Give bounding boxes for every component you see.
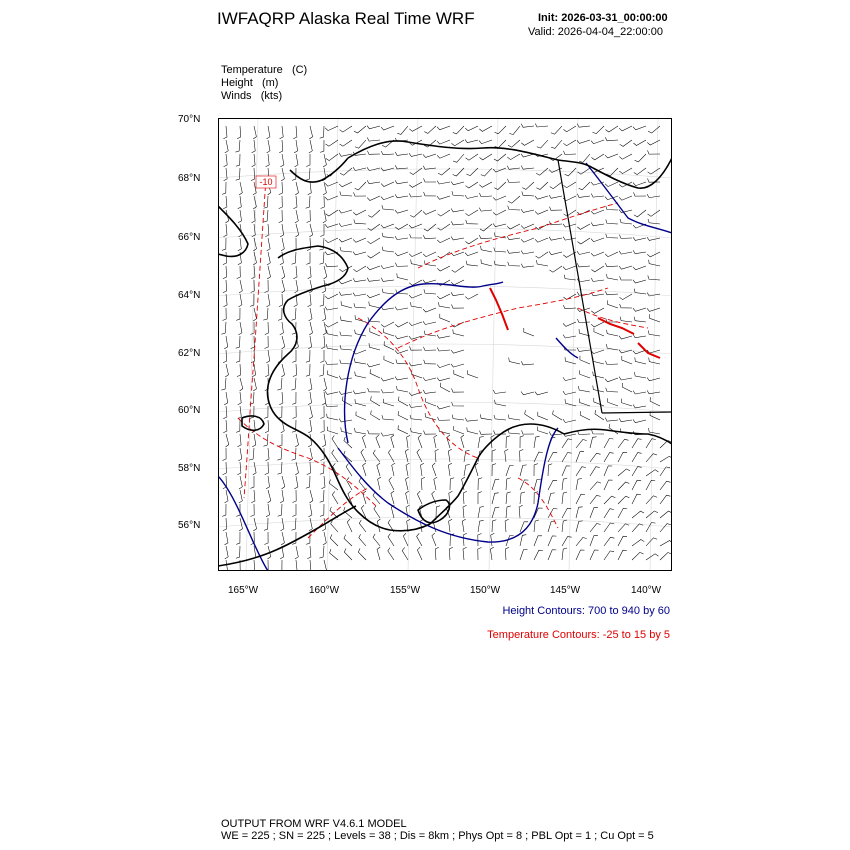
contour-label: -10 (259, 177, 273, 187)
field-unit: (C) (291, 64, 308, 76)
lat-label-58n: 58°N (178, 463, 201, 474)
temperature-contours-caption: Temperature Contours: -25 to 15 by 5 (487, 629, 670, 641)
lon-label-160w: 160°W (309, 585, 340, 596)
field-unit: (m) (261, 77, 279, 89)
field-name: Winds (221, 90, 252, 102)
field-temperature (221, 64, 307, 76)
map-title: IWFAQRP Alaska Real Time WRF (217, 9, 475, 28)
lon-label-145w: 145°W (550, 585, 581, 596)
lon-label-150w: 150°W (470, 585, 501, 596)
lon-label-140w: 140°W (631, 585, 662, 596)
lat-label-70n: 70°N (178, 114, 201, 125)
field-height (221, 77, 278, 89)
field-unit: (kts) (260, 90, 283, 102)
lat-label-68n: 68°N (178, 173, 201, 184)
init-time: Init: 2026-03-31_00:00:00 (538, 12, 668, 24)
valid-time: Valid: 2026-04-04_22:00:00 (528, 26, 663, 38)
lon-label-165w: 165°W (228, 585, 259, 596)
map-canvas (218, 118, 672, 571)
lat-label-56n: 56°N (178, 520, 201, 531)
lat-label-66n: 66°N (178, 232, 201, 243)
lat-label-62n: 62°N (178, 348, 201, 359)
map-plot (218, 118, 672, 571)
field-name: Height (221, 77, 253, 89)
height-contours-caption: Height Contours: 700 to 940 by 60 (502, 605, 670, 617)
field-name: Temperature (221, 64, 283, 76)
lon-label-155w: 155°W (390, 585, 421, 596)
lat-label-64n: 64°N (178, 290, 201, 301)
lat-label-60n: 60°N (178, 405, 201, 416)
model-info-line1: OUTPUT FROM WRF V4.6.1 MODEL (221, 818, 407, 830)
field-winds (221, 90, 282, 102)
model-info-line2: WE = 225 ; SN = 225 ; Levels = 38 ; Dis = 8km ; Phys Opt = 8 ; PBL Opt = 1 ; Cu Opt = 5 (221, 830, 654, 842)
